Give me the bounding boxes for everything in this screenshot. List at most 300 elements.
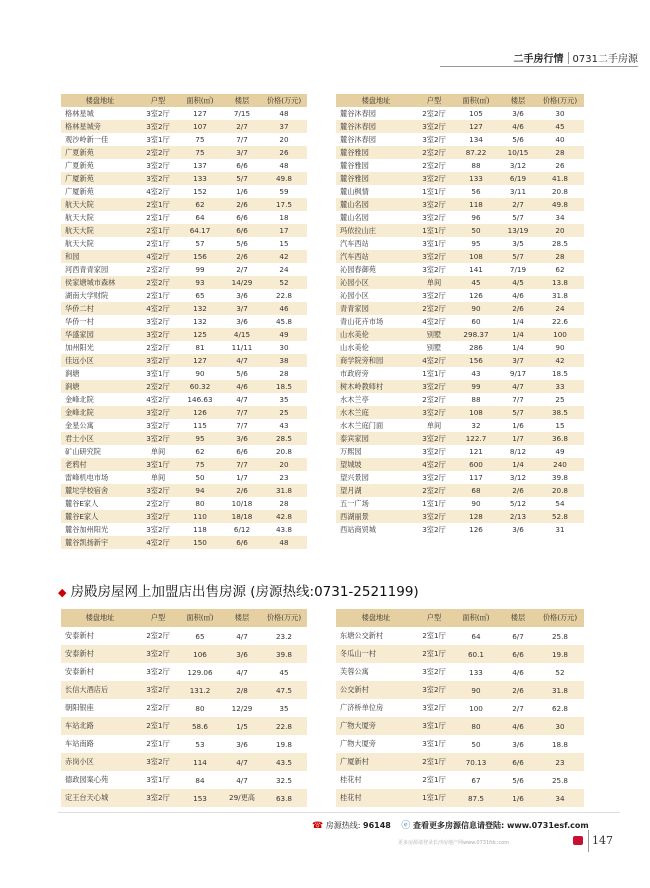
table-cell: 10/18 (223, 497, 261, 510)
table-cell: 17 (261, 224, 307, 237)
table-row (336, 471, 584, 484)
table-cell: 华侨一村 (61, 315, 139, 328)
table-cell: 麓谷沐春园 (336, 107, 416, 120)
table-cell: 31.8 (261, 484, 307, 497)
table-cell: 62 (177, 445, 223, 458)
table-cell: 桂花村 (336, 789, 416, 807)
table-cell: 麓山名园 (336, 198, 416, 211)
table-cell: 3室2厅 (139, 120, 177, 133)
table-cell: 3室2厅 (416, 432, 452, 445)
table-cell: 110 (177, 510, 223, 523)
table-cell: 18/18 (223, 510, 261, 523)
column-header: 面积(㎡) (452, 94, 500, 107)
table-row (61, 250, 307, 263)
table-cell: 1室1厅 (416, 497, 452, 510)
column-header: 面积(㎡) (177, 609, 223, 627)
table-cell: 3/6 (223, 289, 261, 302)
table-cell: 4/7 (223, 663, 261, 681)
table-cell: 600 (452, 458, 500, 471)
table-cell: 西湖丽景 (336, 510, 416, 523)
table-cell: 矿山研究院 (61, 445, 139, 458)
table-cell: 长信大酒店后 (61, 681, 139, 699)
table-cell: 3室2厅 (139, 645, 177, 663)
table-cell: 117 (452, 471, 500, 484)
table-cell: 河西青青家园 (61, 263, 139, 276)
table-cell: 132 (177, 315, 223, 328)
table-row (61, 432, 307, 445)
table-cell: 60.1 (452, 645, 500, 663)
table-row (336, 753, 584, 771)
table-cell: 118 (452, 198, 500, 211)
table-cell: 4室2厅 (416, 315, 452, 328)
table-cell: 2室2厅 (139, 263, 177, 276)
table-cell: 5/7 (500, 211, 536, 224)
table-cell: 80 (452, 717, 500, 735)
table-cell: 公交新村 (336, 681, 416, 699)
table-row (61, 699, 307, 717)
table-cell: 12/29 (223, 699, 261, 717)
table-cell: 广济桥单位房 (336, 699, 416, 717)
table-cell: 麓山枫情 (336, 185, 416, 198)
table-cell: 3室1厅 (416, 237, 452, 250)
table-row (336, 315, 584, 328)
table-cell: 广厦新苑 (61, 185, 139, 198)
table-cell: 2/7 (500, 699, 536, 717)
table-cell: 62.8 (536, 699, 584, 717)
table-cell: 108 (452, 250, 500, 263)
table-row (61, 159, 307, 172)
table-cell: 64 (452, 627, 500, 645)
table-cell: 33 (536, 380, 584, 393)
table-cell: 4/6 (223, 380, 261, 393)
table-row (61, 107, 307, 120)
table-cell: 2室2厅 (416, 107, 452, 120)
column-header: 楼盘地址 (61, 609, 139, 627)
table-cell: 39.8 (261, 645, 307, 663)
table-cell: 75 (177, 146, 223, 159)
table-cell: 麓谷加州阳光 (61, 523, 139, 536)
table-row (336, 645, 584, 663)
table-cell: 涧塘 (61, 367, 139, 380)
table-cell: 7/15 (223, 107, 261, 120)
table-cell: 90 (452, 681, 500, 699)
table-cell: 28 (261, 367, 307, 380)
table-row (336, 497, 584, 510)
table-cell: 156 (452, 354, 500, 367)
table-cell: 32 (452, 419, 500, 432)
table-cell: 3/6 (223, 735, 261, 753)
table-cell: 2室2厅 (139, 497, 177, 510)
table-cell: 47.5 (261, 681, 307, 699)
footer-hotline (312, 818, 589, 831)
table-cell: 56 (452, 185, 500, 198)
table-header-row (336, 609, 584, 627)
table-cell: 安泰新村 (61, 645, 139, 663)
table-cell: 37 (261, 120, 307, 133)
table-cell: 20 (536, 224, 584, 237)
table-cell: 62 (536, 263, 584, 276)
table-cell: 2室2厅 (416, 159, 452, 172)
table-row (61, 198, 307, 211)
column-header: 面积(㎡) (177, 94, 223, 107)
table-cell: 99 (177, 263, 223, 276)
table-row (61, 458, 307, 471)
table-cell: 泰宾家园 (336, 432, 416, 445)
table-cell: 2/6 (223, 198, 261, 211)
table-cell: 6/6 (500, 645, 536, 663)
table-cell: 127 (177, 107, 223, 120)
table-cell: 137 (177, 159, 223, 172)
table-cell: 20 (261, 133, 307, 146)
table-header-row (61, 609, 307, 627)
table-cell: 60.32 (177, 380, 223, 393)
table-cell: 26 (536, 159, 584, 172)
table-row (336, 699, 584, 717)
table-cell: 5/7 (223, 172, 261, 185)
table-cell: 6/6 (223, 445, 261, 458)
table-cell: 3室2厅 (416, 523, 452, 536)
table-cell: 100 (536, 328, 584, 341)
table-row (61, 146, 307, 159)
table-cell: 87.5 (452, 789, 500, 807)
table-cell: 4/6 (500, 717, 536, 735)
table-cell: 298.37 (452, 328, 500, 341)
table-cell: 6/19 (500, 172, 536, 185)
table-cell: 2室1厅 (139, 717, 177, 735)
table-cell: 涧塘 (61, 380, 139, 393)
table-cell: 5/6 (223, 237, 261, 250)
table-cell: 80 (177, 699, 223, 717)
table-cell: 45 (452, 276, 500, 289)
table-cell: 3室2厅 (139, 681, 177, 699)
table-cell: 1/5 (223, 717, 261, 735)
table-cell: 5/12 (500, 497, 536, 510)
table-cell: 3室2厅 (139, 354, 177, 367)
diamond-icon: ◆ (58, 586, 67, 599)
table-row (61, 393, 307, 406)
table-cell: 别墅 (416, 328, 452, 341)
table-row (61, 681, 307, 699)
table-cell: 5/7 (500, 250, 536, 263)
table-cell: 2室2厅 (139, 276, 177, 289)
column-header: 价格(万元) (536, 609, 584, 627)
table-cell: 3/7 (500, 354, 536, 367)
table-cell: 18.8 (536, 735, 584, 753)
table-cell: 4/15 (223, 328, 261, 341)
table-row (336, 510, 584, 523)
table-cell: 3室2厅 (416, 406, 452, 419)
table-cell: 30 (261, 341, 307, 354)
table-cell: 19.8 (536, 645, 584, 663)
table-cell: 3室2厅 (139, 510, 177, 523)
table-cell: 西站商贸城 (336, 523, 416, 536)
table-cell: 3/12 (500, 159, 536, 172)
table-cell: 芙蓉公寓 (336, 663, 416, 681)
table-cell: 水木兰亭 (336, 393, 416, 406)
table-cell: 安泰新村 (61, 627, 139, 645)
table-cell: 41.8 (536, 172, 584, 185)
table-cell: 2室1厅 (139, 735, 177, 753)
table-row (61, 753, 307, 771)
table-cell: 望月湖 (336, 484, 416, 497)
table-cell: 7/7 (223, 458, 261, 471)
table-cell: 航天大院 (61, 198, 139, 211)
table-cell: 3/6 (223, 645, 261, 663)
table-cell: 商学院旁和园 (336, 354, 416, 367)
table-row (336, 432, 584, 445)
table-cell: 2室1厅 (139, 289, 177, 302)
table-cell: 金星公寓 (61, 419, 139, 432)
table-cell: 3室2厅 (416, 471, 452, 484)
table-cell: 3室2厅 (139, 172, 177, 185)
table-cell: 107 (177, 120, 223, 133)
table-row (336, 717, 584, 735)
table-cell: 115 (177, 419, 223, 432)
table-cell: 24 (536, 302, 584, 315)
table-row (336, 445, 584, 458)
table-cell: 146.63 (177, 393, 223, 406)
table-cell: 东塘公交新村 (336, 627, 416, 645)
table-row (336, 120, 584, 133)
table-cell: 2室2厅 (139, 627, 177, 645)
table-cell: 18.5 (261, 380, 307, 393)
table-cell: 13/19 (500, 224, 536, 237)
table-cell: 4室2厅 (416, 458, 452, 471)
table-row (61, 523, 307, 536)
table-row (336, 237, 584, 250)
table-cell: 五一广场 (336, 497, 416, 510)
table-cell: 131.2 (177, 681, 223, 699)
table-cell: 2室1厅 (139, 198, 177, 211)
table-cell: 4/6 (500, 120, 536, 133)
table-cell: 2室2厅 (139, 380, 177, 393)
table-row (61, 717, 307, 735)
table-cell: 52 (261, 276, 307, 289)
table-cell: 3/7 (223, 146, 261, 159)
table-cell: 50 (177, 471, 223, 484)
table-cell: 广厦新村 (336, 753, 416, 771)
table-cell: 45 (261, 663, 307, 681)
table-cell: 3室2厅 (139, 328, 177, 341)
table-cell: 28 (261, 497, 307, 510)
column-header: 楼层 (500, 609, 536, 627)
table-cell: 1/4 (500, 328, 536, 341)
table-cell: 3室1厅 (139, 133, 177, 146)
table-cell: 1/7 (223, 471, 261, 484)
table-cell: 95 (452, 237, 500, 250)
table-cell: 麓谷凯扬新宇 (61, 536, 139, 549)
table-cell: 6/7 (500, 627, 536, 645)
table-row (336, 302, 584, 315)
table-cell: 1/7 (500, 432, 536, 445)
table-cell: 1/4 (500, 458, 536, 471)
table-cell: 汽车西站 (336, 237, 416, 250)
table-cell: 安泰新村 (61, 663, 139, 681)
table-cell: 望兴景园 (336, 471, 416, 484)
page-header (514, 50, 638, 65)
table-cell: 望城坡 (336, 458, 416, 471)
table-row (61, 771, 307, 789)
table-cell: 青青家园 (336, 302, 416, 315)
table-row (61, 367, 307, 380)
table-cell: 3室2厅 (416, 250, 452, 263)
table-cell: 20 (261, 458, 307, 471)
table-cell: 单间 (139, 445, 177, 458)
table-cell: 14/29 (223, 276, 261, 289)
table-cell: 树木岭教师村 (336, 380, 416, 393)
table-cell: 132 (177, 302, 223, 315)
table-cell: 3/6 (223, 432, 261, 445)
table-row (61, 789, 307, 807)
table-row (336, 276, 584, 289)
table-cell: 4/5 (500, 276, 536, 289)
table-cell: 冬瓜山一村 (336, 645, 416, 663)
column-header: 楼层 (500, 94, 536, 107)
table-cell: 105 (452, 107, 500, 120)
table-cell: 7/7 (223, 406, 261, 419)
table-cell: 36.8 (536, 432, 584, 445)
table-cell: 3室2厅 (139, 107, 177, 120)
table-cell: 35 (261, 699, 307, 717)
table-cell: 45 (536, 120, 584, 133)
table-cell: 3室1厅 (416, 717, 452, 735)
table-cell: 麓谷雅园 (336, 159, 416, 172)
table-cell: 麓谷雅园 (336, 172, 416, 185)
table-cell: 8/12 (500, 445, 536, 458)
column-header: 楼层 (223, 609, 261, 627)
header-subtitle: 0731二手房源 (572, 54, 638, 65)
table-cell: 87.22 (452, 146, 500, 159)
table-row (336, 328, 584, 341)
table-cell: 23 (536, 753, 584, 771)
table-cell: 朝阳银座 (61, 699, 139, 717)
table-cell: 2室1厅 (416, 627, 452, 645)
table-cell: 84 (177, 771, 223, 789)
table-row (336, 393, 584, 406)
table-cell: 6/6 (223, 159, 261, 172)
table-cell: 17.5 (261, 198, 307, 211)
table-cell: 88 (452, 159, 500, 172)
table-cell: 沁园春御苑 (336, 263, 416, 276)
table-cell: 2/6 (500, 681, 536, 699)
listing-table-right (336, 94, 584, 536)
table-cell: 126 (177, 406, 223, 419)
table-cell: 广物大厦旁 (336, 717, 416, 735)
table-cell: 126 (452, 523, 500, 536)
table-cell: 52.8 (536, 510, 584, 523)
table-cell: 3室2厅 (139, 432, 177, 445)
table-cell: 和园 (61, 250, 139, 263)
table-cell: 46 (261, 302, 307, 315)
table-cell: 114 (177, 753, 223, 771)
table-cell: 125 (177, 328, 223, 341)
table-cell: 3室2厅 (416, 445, 452, 458)
table-cell: 150 (177, 536, 223, 549)
table-row (336, 458, 584, 471)
table-cell: 42.8 (261, 510, 307, 523)
table-row (336, 367, 584, 380)
table-row (336, 198, 584, 211)
table-cell: 观沙岭新一佳 (61, 133, 139, 146)
table-cell: 96 (452, 211, 500, 224)
table-cell: 23 (261, 471, 307, 484)
table-cell: 华盛家园 (61, 328, 139, 341)
table-cell: 133 (177, 172, 223, 185)
table-cell: 38.5 (536, 406, 584, 419)
table-cell: 2室1厅 (416, 645, 452, 663)
table-cell: 1/4 (500, 315, 536, 328)
table-cell: 152 (177, 185, 223, 198)
table-cell: 70.13 (452, 753, 500, 771)
table-cell: 127 (177, 354, 223, 367)
table-row (61, 328, 307, 341)
table-cell: 2室1厅 (416, 753, 452, 771)
table-cell: 133 (452, 663, 500, 681)
table-cell: 3室1厅 (416, 735, 452, 753)
column-header: 户型 (416, 609, 452, 627)
table-cell: 31 (536, 523, 584, 536)
table-row (336, 341, 584, 354)
table-cell: 39.8 (536, 471, 584, 484)
table-cell: 麓山名园 (336, 211, 416, 224)
table-cell: 88 (452, 393, 500, 406)
table-cell: 9/17 (500, 367, 536, 380)
table-cell: 65 (177, 627, 223, 645)
table-row (61, 341, 307, 354)
table-cell: 122.7 (452, 432, 500, 445)
table-cell: 31.8 (536, 289, 584, 302)
table-cell: 65 (177, 289, 223, 302)
table-cell: 汽车西站 (336, 250, 416, 263)
table-cell: 3室2厅 (139, 523, 177, 536)
table-cell: 1/4 (500, 341, 536, 354)
table-cell: 赤岗小区 (61, 753, 139, 771)
table-cell: 2室2厅 (139, 699, 177, 717)
table-cell: 35 (261, 393, 307, 406)
column-header: 楼盘地址 (336, 609, 416, 627)
table-row (336, 289, 584, 302)
table-row (336, 789, 584, 807)
table-cell: 3室2厅 (416, 289, 452, 302)
table-row (61, 302, 307, 315)
table-cell: 4室2厅 (416, 354, 452, 367)
table-cell: 22.6 (536, 315, 584, 328)
website-link[interactable]: 查看更多房源信息请登陆: www.0731esf.com (412, 821, 589, 830)
table-cell: 48 (261, 159, 307, 172)
table-cell: 25.8 (536, 771, 584, 789)
table-cell: 34 (536, 211, 584, 224)
table-cell: 2/6 (500, 484, 536, 497)
header-title: 二手房行情 (513, 54, 564, 65)
table-cell: 30 (536, 107, 584, 120)
table-cell: 万熙园 (336, 445, 416, 458)
table-cell: 2/8 (223, 681, 261, 699)
table-cell: 君士小区 (61, 432, 139, 445)
table-cell: 3室2厅 (139, 789, 177, 807)
table-cell: 43 (452, 367, 500, 380)
table-cell: 德政园案心苑 (61, 771, 139, 789)
table-cell: 2/7 (500, 198, 536, 211)
table-cell: 车站北路 (61, 717, 139, 735)
table-cell: 64 (177, 211, 223, 224)
table-cell: 22.8 (261, 717, 307, 735)
table-cell: 3/6 (223, 315, 261, 328)
table-cell: 2室1厅 (139, 224, 177, 237)
listing-table-bottom-left (61, 609, 307, 807)
table-cell: 48 (261, 107, 307, 120)
table-cell: 10/15 (500, 146, 536, 159)
table-cell: 13.8 (536, 276, 584, 289)
